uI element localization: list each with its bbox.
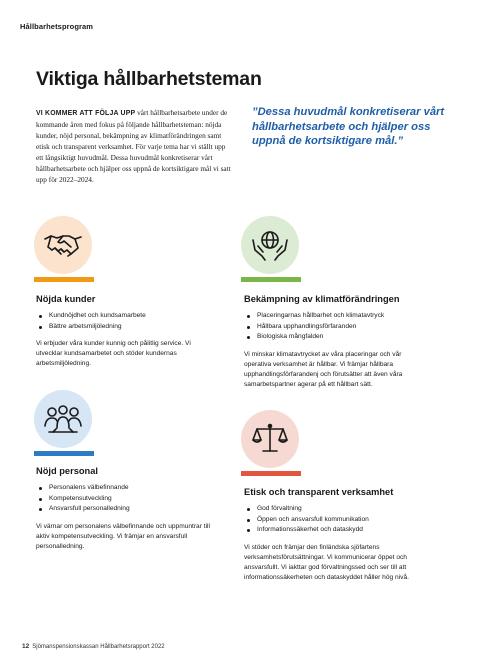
intro-paragraph <box>36 107 234 185</box>
theme-icon-block <box>241 410 301 476</box>
intro-lead: VI KOMMER ATT FÖLJA UPP <box>36 110 136 117</box>
section-label: Hållbarhetsprogram <box>20 22 94 31</box>
theme-icon-block <box>34 216 94 282</box>
list-item: God förvaltning <box>244 504 454 515</box>
theme-block-nojd-personal <box>36 466 226 552</box>
theme-block-nojda-kunder <box>36 294 226 369</box>
icon-circle <box>34 390 92 448</box>
theme-body: Vi stöder och främjar den finländska sjöfartens verksamhetsförutsättningar. Vi kommunicerar öppet och ansvarsfullt. Vi iakttar god förvaltningssed och ser till att informationssäkerheten och dataskyddet håller hög nivå. <box>244 543 409 581</box>
list-item: Hållbara upphandlingsförfaranden <box>244 322 454 333</box>
theme-block-klimat <box>244 294 454 390</box>
page-title: Viktiga hållbarhetsteman <box>36 68 262 90</box>
page-number: 12 <box>22 643 30 650</box>
theme-block-etisk <box>244 487 454 583</box>
theme-bullet-list <box>36 483 226 515</box>
list-item: Personalens välbefinnande <box>36 483 226 494</box>
icon-circle <box>241 410 299 468</box>
theme-color-bar <box>241 277 301 282</box>
list-item: Informationssäkerhet och dataskydd <box>244 525 454 536</box>
handshake-icon <box>43 230 83 260</box>
list-item: Biologiska mångfalden <box>244 332 454 343</box>
theme-bullet-list <box>36 311 226 332</box>
footer-text: Sjömanspensionskassan Hållbarhetsrapport 2022 <box>32 644 165 650</box>
list-item: Ansvarsfull personalledning <box>36 504 226 515</box>
globe-hands-icon <box>250 228 290 262</box>
theme-icon-block <box>34 390 94 456</box>
icon-circle <box>34 216 92 274</box>
theme-title: Nöjda kunder <box>36 294 96 304</box>
list-item: Öppen och ansvarsfull kommunikation <box>244 515 454 526</box>
theme-color-bar <box>241 471 301 476</box>
theme-body: Vi värnar om personalens välbefinnande och uppmuntrar till aktiv kompetensutveckling. Vi främjar en ansvarsfull personalledning. <box>36 522 210 550</box>
theme-bullet-list <box>244 504 454 536</box>
intro-text: vårt hållbarhetsarbete under de kommande åren med fokus på följande hållbarhetsteman: nöjda kunder, nöjd personal, bekämpning av klimatförändringen samt etisk och transparent verksamhet. För varje tema har vi ställt upp ett långsiktigt huvudmål. Dessa huvudmål konkretiserar vårt hållbarhetsarbete och hjälper oss uppnå de kortsiktigare mål vi satt upp för 2022–2024. <box>36 108 231 184</box>
theme-bullet-list <box>244 311 454 343</box>
scales-icon <box>250 422 290 456</box>
pull-quote: ”Dessa huvudmål konkretiserar vårt hållbarhetsarbete och hjälper oss uppnå de kortsiktigare mål.” <box>252 106 445 147</box>
list-item: Bättre arbetsmiljöledning <box>36 322 226 333</box>
theme-title: Etisk och transparent verksamhet <box>244 487 394 497</box>
theme-icon-block <box>241 216 301 282</box>
list-item: Placeringarnas hållbarhet och klimatavtryck <box>244 311 454 322</box>
theme-body: Vi minskar klimatavtrycket av våra placeringar och vår operativa verksamhet är hållbar. Vi främjar hållbara upphandlingsförfarandenj och förutsätter att även våra samarbetspartner agerar på ett hållbart sätt. <box>244 350 403 388</box>
theme-color-bar <box>34 451 94 456</box>
theme-body: Vi erbjuder våra kunder kunnig och pålitlig service. Vi utvecklar kundsamarbetet och stöder kundernas arbetsmiljöledning. <box>36 340 191 367</box>
list-item: Kundnöjdhet och kundsamarbete <box>36 311 226 322</box>
theme-color-bar <box>34 277 94 282</box>
theme-title: Bekämpning av klimatförändringen <box>244 294 400 304</box>
icon-circle <box>241 216 299 274</box>
theme-title: Nöjd personal <box>36 466 98 476</box>
list-item: Kompetensutveckling <box>36 494 226 505</box>
page-footer <box>22 643 165 650</box>
team-icon <box>43 402 83 436</box>
